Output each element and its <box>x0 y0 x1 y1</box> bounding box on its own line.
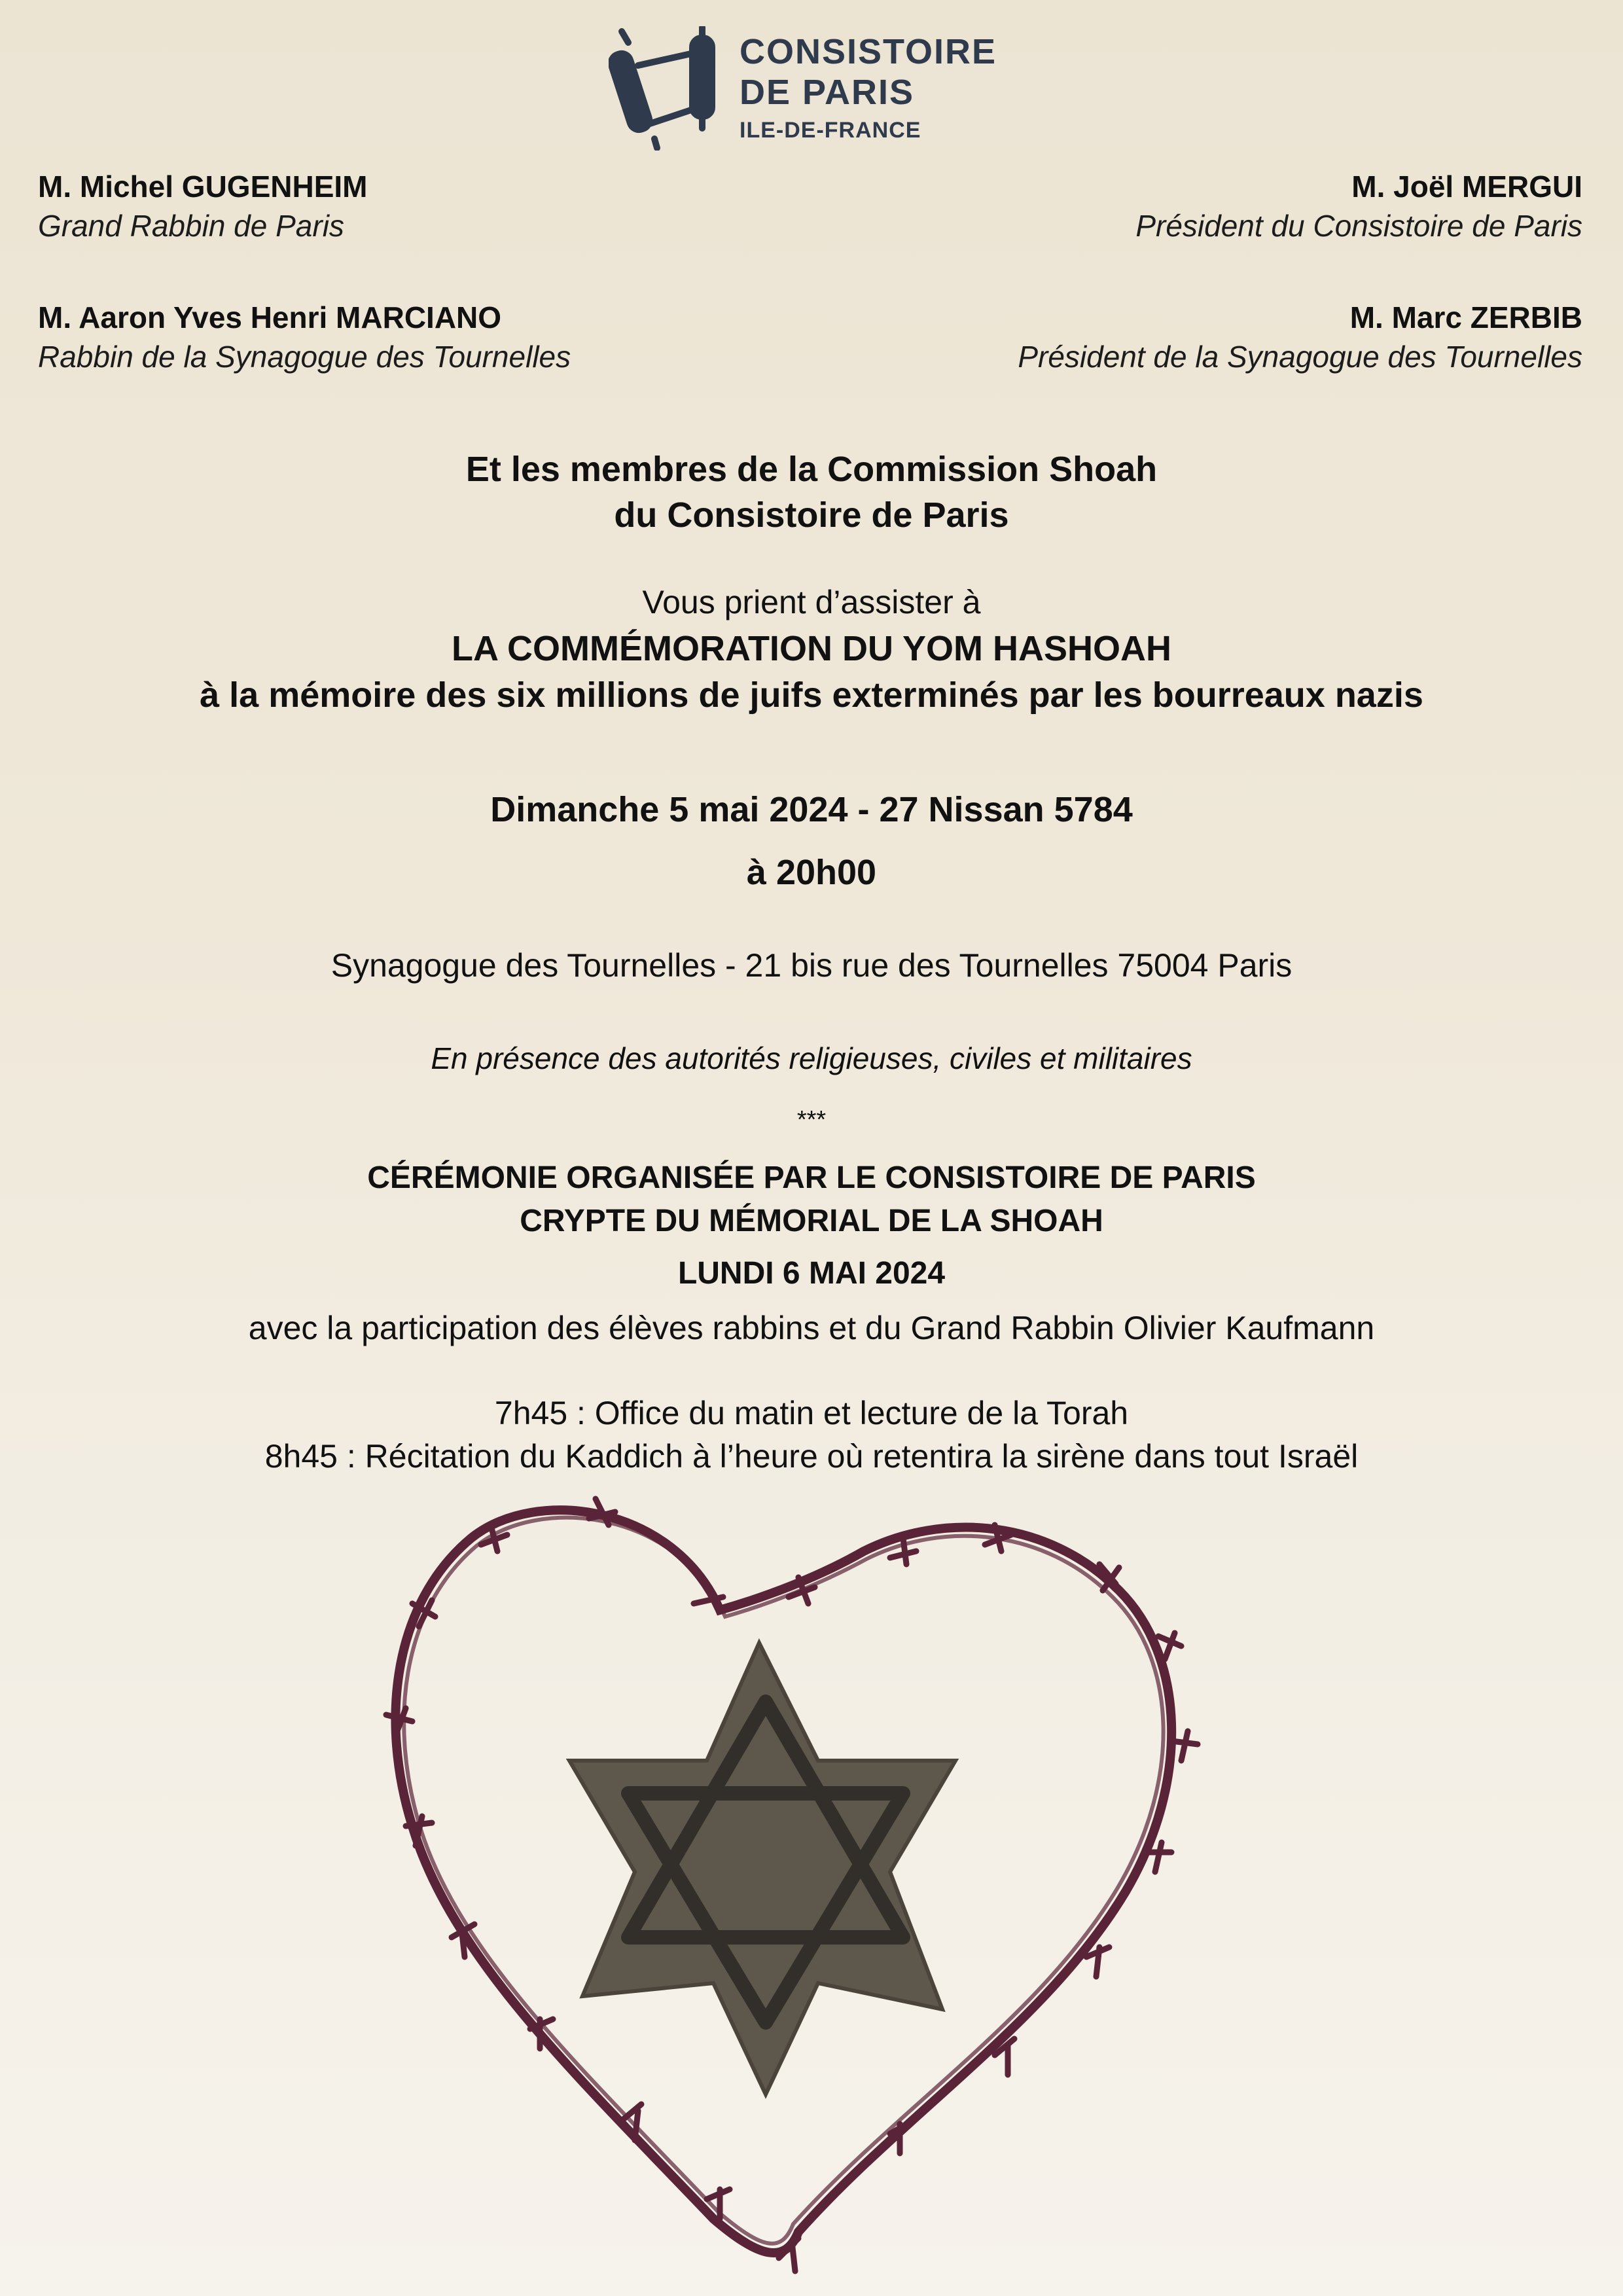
ceremony-line-2: CRYPTE DU MÉMORIAL DE LA SHOAH <box>520 1204 1103 1238</box>
host-bottom-left-name: M. Aaron Yves Henri MARCIANO <box>38 300 502 334</box>
commission-line-1: Et les membres de la Commission Shoah <box>465 450 1158 489</box>
logo <box>609 26 1027 151</box>
logo-line-2: DE PARIS <box>740 73 915 112</box>
invitation-intro: Vous prient d’assister à <box>642 584 981 620</box>
host-bottom-right-name: M. Marc ZERBIB <box>1349 300 1582 334</box>
event-date: Dimanche 5 mai 2024 - 27 Nissan 5784 <box>490 790 1133 829</box>
schedule-item-2: 8h45 : Récitation du Kaddich à l’heure où retentira la sirène dans tout Israël <box>264 1438 1359 1475</box>
host-top-left-role: Grand Rabbin de Paris <box>38 209 344 243</box>
host-top-right-role: Président du Consistoire de Paris <box>1135 209 1582 243</box>
ceremony-participation: avec la participation des élèves rabbins et du Grand Rabbin Olivier Kaufmann <box>248 1310 1375 1346</box>
host-bottom-right-role: Président de la Synagogue des Tournelles <box>1018 340 1582 374</box>
commission-line-2: du Consistoire de Paris <box>614 495 1009 535</box>
torah-scroll-icon <box>609 26 726 151</box>
separator: *** <box>796 1106 827 1134</box>
logo-line-3: ILE-DE-FRANCE <box>740 118 921 143</box>
invitation-title: LA COMMÉMORATION DU YOM HASHOAH <box>452 629 1171 668</box>
event-time: à 20h00 <box>746 853 877 892</box>
logo-line-1: CONSISTOIRE <box>740 32 997 71</box>
host-top-left-name: M. Michel GUGENHEIM <box>38 170 368 204</box>
barbed-wire-heart-star-icon <box>366 1486 1270 2291</box>
event-location: Synagogue des Tournelles - 21 bis rue des Tournelles 75004 Paris <box>330 947 1293 984</box>
host-top-right-name: M. Joël MERGUI <box>1351 170 1582 204</box>
event-presence: En présence des autorités religieuses, civiles et militaires <box>431 1041 1192 1075</box>
ceremony-line-1: CÉRÉMONIE ORGANISÉE PAR LE CONSISTOIRE DE PARIS <box>367 1160 1256 1195</box>
invitation-subtitle: à la mémoire des six millions de juifs exterminés par les bourreaux nazis <box>200 675 1423 715</box>
schedule-item-1: 7h45 : Office du matin et lecture de la Torah <box>494 1395 1129 1431</box>
ceremony-date: LUNDI 6 MAI 2024 <box>677 1256 946 1291</box>
host-bottom-left-role: Rabbin de la Synagogue des Tournelles <box>38 340 571 374</box>
star-patch-icon <box>569 1643 955 2094</box>
